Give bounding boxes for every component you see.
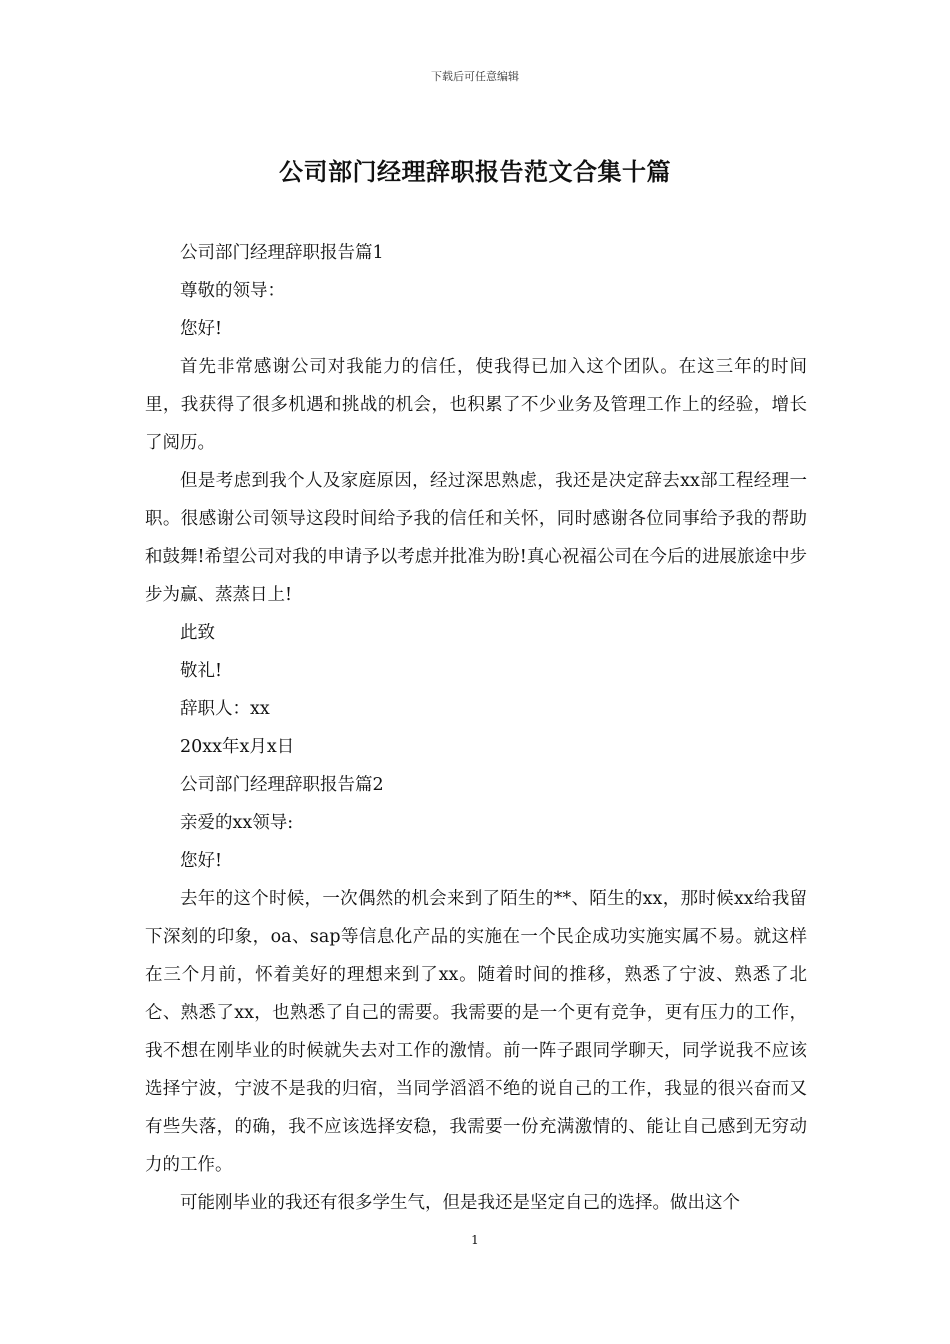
document-title: 公司部门经理辞职报告范文合集十篇 [279,157,671,186]
date-line: 20xx年x月x日 [180,737,295,757]
body-paragraph: 去年的这个时候，一次偶然的机会来到了陌生的**、陌生的xx，那时候xx给我留下深刻的印象，oa、sap等信息化产品的实施在一个民企成功实施实属不易。就这样在三个月前，怀着美好的理想来到了xx。随着时间的推移，熟悉了宁波、熟悉了北仑、熟悉了xx，也熟悉了自己的需要。我需要的是一个更有竞争，更有压力的工作，我不想在刚毕业的时候就失去对工作的激情。前一阵子跟同学聊天，同学说我不应该选择宁波，宁波不是我的归宿，当同学滔滔不绝的说自己的工作，我显的很兴奋而又有些失落，的确，我不应该选择安稳，我需要一份充满激情的、能让自己感到无穷动力的工作。 [145,889,807,1175]
body-paragraph: 但是考虑到我个人及家庭原因，经过深思熟虑，我还是决定辞去xx部工程经理一职。很感谢公司领导这段时间给予我的信任和关怀，同时感谢各位同事给予我的帮助和鼓舞!希望公司对我的申请予以考虑并批准为盼!真心祝福公司在今后的进展旅途中步步为赢、蒸蒸日上! [145,471,807,605]
salutation: 尊敬的领导： [180,281,285,301]
greeting: 您好! [180,851,223,871]
body-paragraph: 可能刚毕业的我还有很多学生气，但是我还是坚定自己的选择。做出这个 [180,1193,740,1213]
closing-line: 敬礼! [180,661,223,681]
closing-line: 此致 [180,623,215,643]
section-heading: 公司部门经理辞职报告篇2 [180,775,384,795]
document-body [145,234,807,1222]
section-heading: 公司部门经理辞职报告篇1 [180,243,384,263]
body-paragraph: 首先非常感谢公司对我能力的信任，使我得已加入这个团队。在这三年的时间里，我获得了很多机遇和挑战的机会，也积累了不少业务及管理工作上的经验，增长了阅历。 [145,357,807,453]
page-number: 1 [471,1233,479,1247]
signature-line: 辞职人：xx [180,699,270,719]
salutation: 亲爱的xx领导: [180,813,294,833]
header-note: 下载后可任意编辑 [431,70,519,83]
greeting: 您好! [180,319,223,339]
